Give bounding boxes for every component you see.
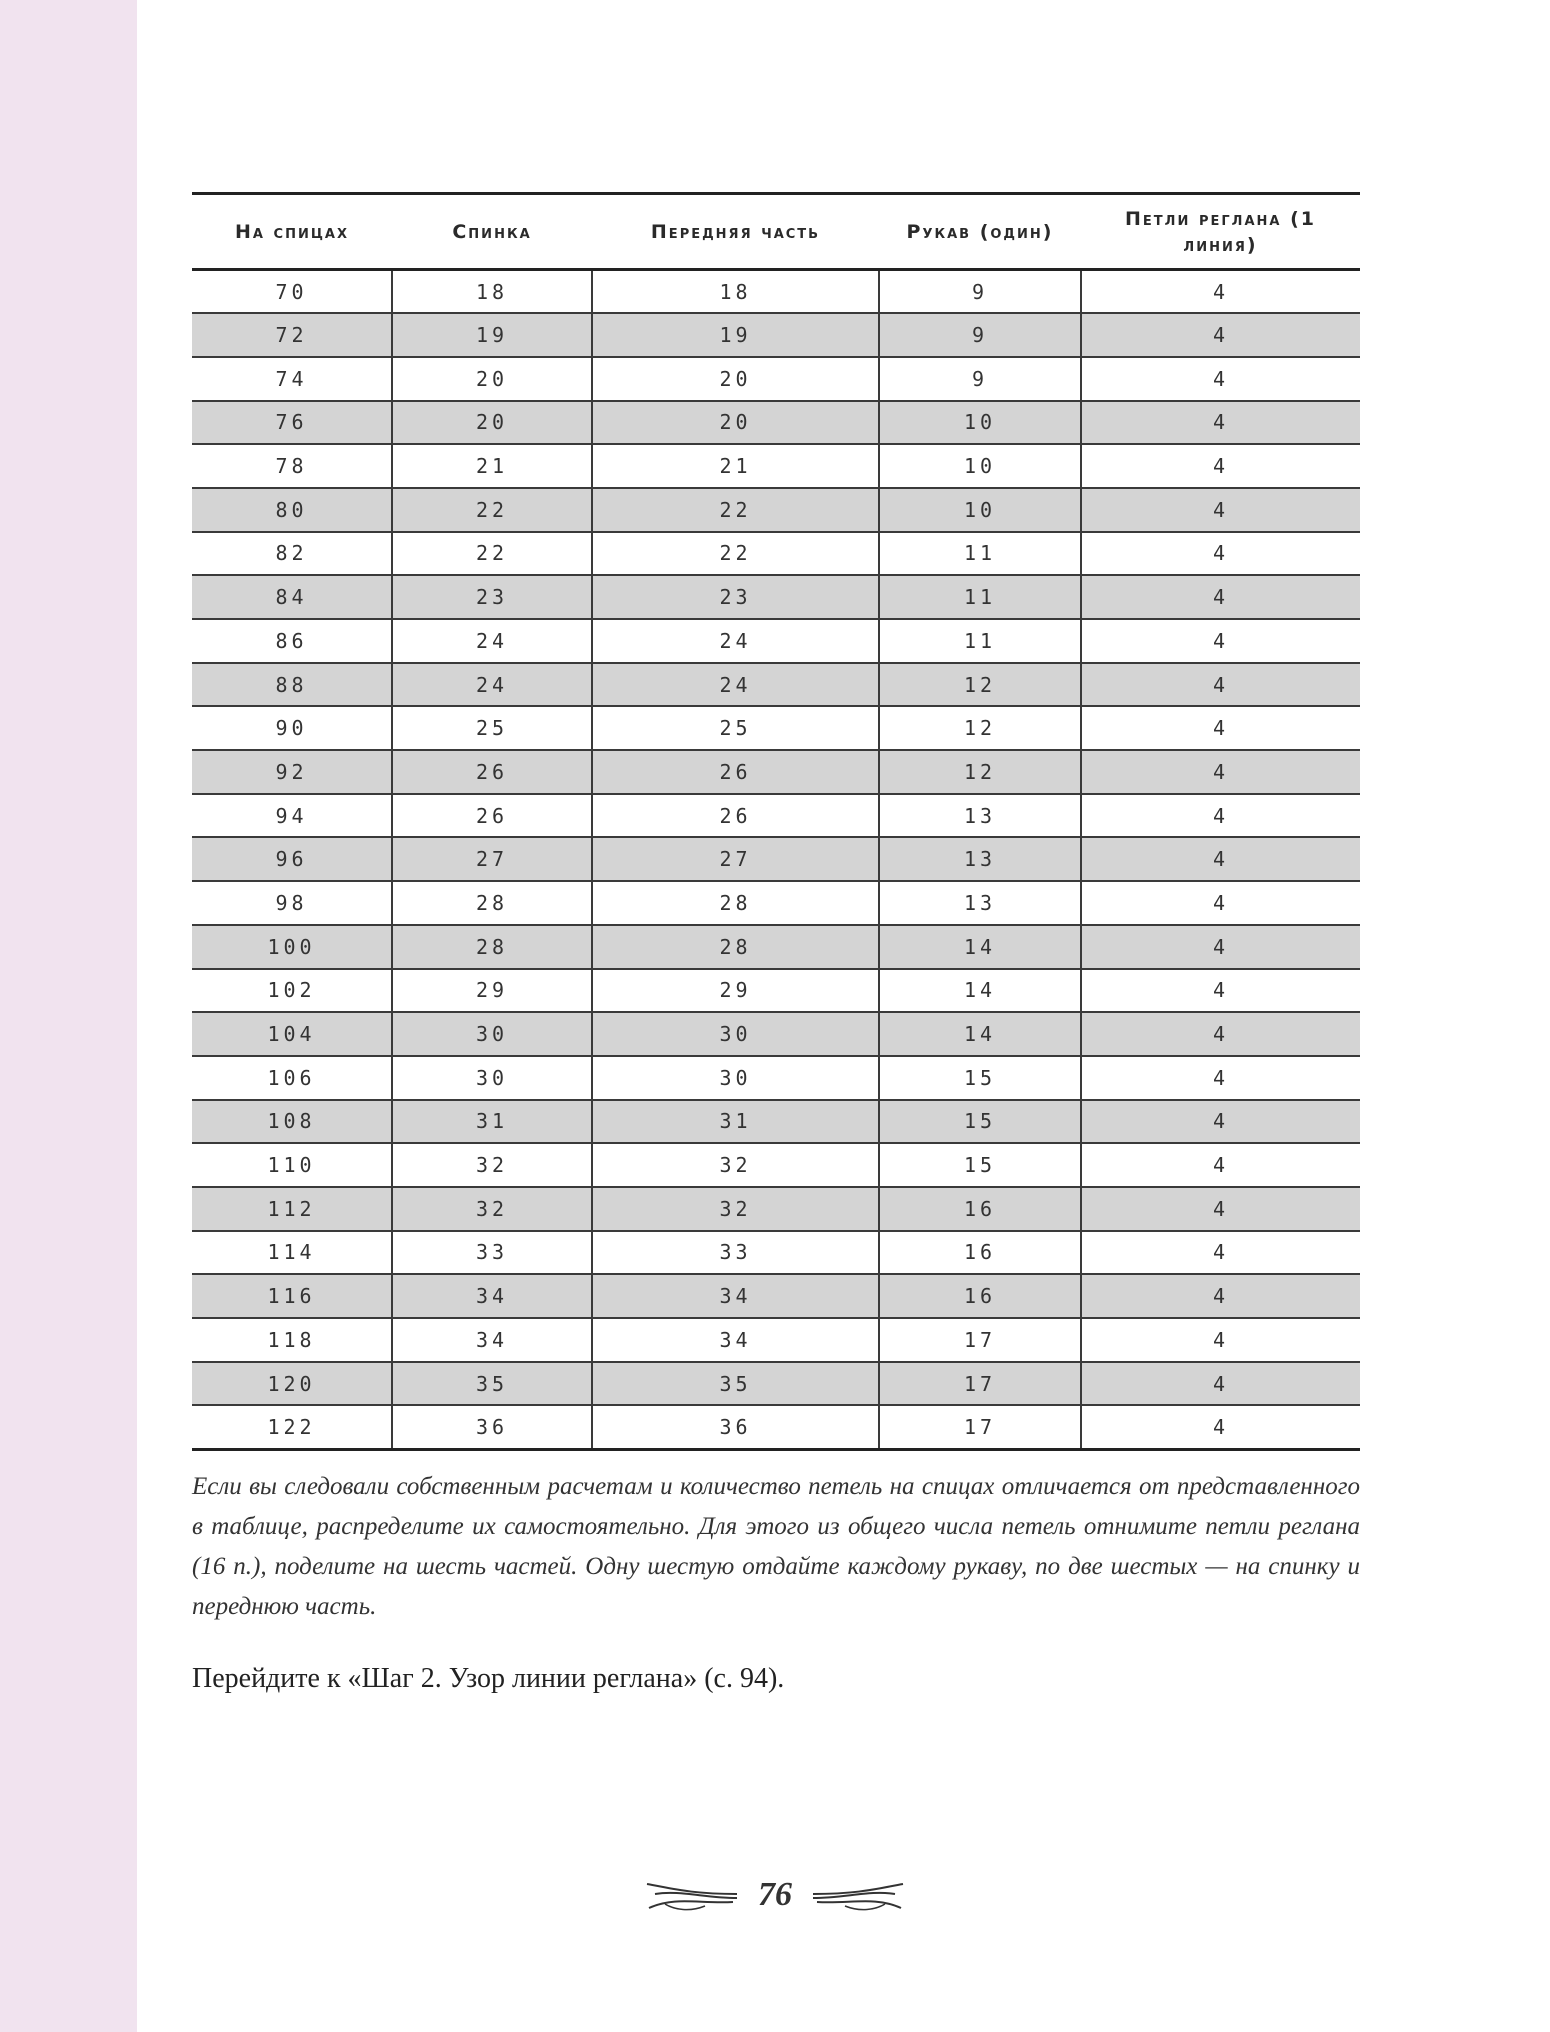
cell-needles: 82 bbox=[192, 532, 392, 576]
table-row bbox=[192, 444, 1360, 488]
cell-front: 36 bbox=[592, 1405, 879, 1449]
header-sleeve: Рукав (один) bbox=[879, 194, 1081, 270]
cell-sleeve: 9 bbox=[879, 357, 1081, 401]
cell-needles: 116 bbox=[192, 1274, 392, 1318]
cell-sleeve: 12 bbox=[879, 663, 1081, 707]
cell-front: 24 bbox=[592, 619, 879, 663]
cell-raglan: 4 bbox=[1081, 1143, 1360, 1187]
table-header-row bbox=[192, 194, 1360, 270]
cell-back: 24 bbox=[392, 663, 592, 707]
cell-raglan: 4 bbox=[1081, 401, 1360, 445]
cell-raglan: 4 bbox=[1081, 750, 1360, 794]
stitch-table-container bbox=[192, 192, 1360, 1451]
cell-needles: 86 bbox=[192, 619, 392, 663]
cell-sleeve: 9 bbox=[879, 313, 1081, 357]
cell-raglan: 4 bbox=[1081, 575, 1360, 619]
table-row bbox=[192, 881, 1360, 925]
cell-sleeve: 13 bbox=[879, 881, 1081, 925]
table-row bbox=[192, 1274, 1360, 1318]
cell-raglan: 4 bbox=[1081, 1318, 1360, 1362]
cell-back: 36 bbox=[392, 1405, 592, 1449]
table-row bbox=[192, 532, 1360, 576]
cell-raglan: 4 bbox=[1081, 444, 1360, 488]
cell-sleeve: 14 bbox=[879, 969, 1081, 1013]
table-row bbox=[192, 1143, 1360, 1187]
cell-front: 32 bbox=[592, 1187, 879, 1231]
cell-needles: 110 bbox=[192, 1143, 392, 1187]
cell-raglan: 4 bbox=[1081, 969, 1360, 1013]
page-number: 76 bbox=[758, 1876, 792, 1913]
cell-back: 32 bbox=[392, 1187, 592, 1231]
table-row bbox=[192, 1100, 1360, 1144]
cell-needles: 70 bbox=[192, 270, 392, 314]
cell-raglan: 4 bbox=[1081, 663, 1360, 707]
cell-raglan: 4 bbox=[1081, 1187, 1360, 1231]
cell-needles: 118 bbox=[192, 1318, 392, 1362]
cell-needles: 108 bbox=[192, 1100, 392, 1144]
cell-needles: 92 bbox=[192, 750, 392, 794]
cell-back: 28 bbox=[392, 881, 592, 925]
cell-needles: 114 bbox=[192, 1231, 392, 1275]
cell-needles: 98 bbox=[192, 881, 392, 925]
cell-sleeve: 12 bbox=[879, 750, 1081, 794]
cell-raglan: 4 bbox=[1081, 357, 1360, 401]
cell-front: 19 bbox=[592, 313, 879, 357]
header-front: Передняя часть bbox=[592, 194, 879, 270]
cell-needles: 96 bbox=[192, 837, 392, 881]
cell-back: 30 bbox=[392, 1056, 592, 1100]
cell-sleeve: 10 bbox=[879, 488, 1081, 532]
cell-sleeve: 10 bbox=[879, 444, 1081, 488]
cell-raglan: 4 bbox=[1081, 794, 1360, 838]
cell-back: 35 bbox=[392, 1362, 592, 1406]
cell-sleeve: 9 bbox=[879, 270, 1081, 314]
cell-sleeve: 17 bbox=[879, 1405, 1081, 1449]
cell-front: 27 bbox=[592, 837, 879, 881]
cell-back: 33 bbox=[392, 1231, 592, 1275]
cell-front: 20 bbox=[592, 401, 879, 445]
cell-raglan: 4 bbox=[1081, 1231, 1360, 1275]
cell-sleeve: 11 bbox=[879, 619, 1081, 663]
right-flourish-icon bbox=[805, 1870, 905, 1920]
cell-front: 23 bbox=[592, 575, 879, 619]
cell-front: 33 bbox=[592, 1231, 879, 1275]
stitch-distribution-table bbox=[192, 192, 1360, 1451]
cell-back: 30 bbox=[392, 1012, 592, 1056]
table-row bbox=[192, 1362, 1360, 1406]
cell-front: 31 bbox=[592, 1100, 879, 1144]
cell-back: 27 bbox=[392, 837, 592, 881]
table-body bbox=[192, 270, 1360, 1450]
page-edge-strip bbox=[0, 0, 137, 2032]
cell-front: 25 bbox=[592, 706, 879, 750]
cell-sleeve: 11 bbox=[879, 575, 1081, 619]
cell-needles: 76 bbox=[192, 401, 392, 445]
cell-front: 18 bbox=[592, 270, 879, 314]
distribution-note: Если вы следовали собственным расчетам и количество петель на спицах отличается от представленного в таблице, распределите их самостоятельно. Для этого из общего числа петель отнимите петли реглана (16 п.), поделите на шесть частей. Одну шестую отдайте каждому рукаву, по две шестых — на спинку и переднюю часть. bbox=[192, 1473, 1360, 1620]
cell-sleeve: 16 bbox=[879, 1274, 1081, 1318]
cell-raglan: 4 bbox=[1081, 706, 1360, 750]
cell-sleeve: 10 bbox=[879, 401, 1081, 445]
table-row bbox=[192, 1056, 1360, 1100]
header-needles: На спицах bbox=[192, 194, 392, 270]
cell-sleeve: 13 bbox=[879, 837, 1081, 881]
cell-raglan: 4 bbox=[1081, 1056, 1360, 1100]
cell-sleeve: 16 bbox=[879, 1187, 1081, 1231]
table-row bbox=[192, 1405, 1360, 1449]
cell-back: 28 bbox=[392, 925, 592, 969]
cell-raglan: 4 bbox=[1081, 881, 1360, 925]
cell-front: 28 bbox=[592, 925, 879, 969]
cell-raglan: 4 bbox=[1081, 532, 1360, 576]
cell-raglan: 4 bbox=[1081, 1012, 1360, 1056]
cell-needles: 122 bbox=[192, 1405, 392, 1449]
cell-front: 22 bbox=[592, 488, 879, 532]
cell-raglan: 4 bbox=[1081, 619, 1360, 663]
page-footer bbox=[645, 1862, 905, 1932]
cell-back: 26 bbox=[392, 794, 592, 838]
header-raglan: Петли реглана (1 линия) bbox=[1081, 194, 1360, 270]
cell-back: 34 bbox=[392, 1318, 592, 1362]
cell-back: 21 bbox=[392, 444, 592, 488]
cell-front: 21 bbox=[592, 444, 879, 488]
cell-raglan: 4 bbox=[1081, 488, 1360, 532]
cell-front: 30 bbox=[592, 1056, 879, 1100]
cell-back: 32 bbox=[392, 1143, 592, 1187]
cell-sleeve: 12 bbox=[879, 706, 1081, 750]
cell-sleeve: 15 bbox=[879, 1100, 1081, 1144]
cell-front: 26 bbox=[592, 794, 879, 838]
cell-needles: 112 bbox=[192, 1187, 392, 1231]
table-row bbox=[192, 313, 1360, 357]
table-row bbox=[192, 706, 1360, 750]
cell-needles: 84 bbox=[192, 575, 392, 619]
cell-sleeve: 15 bbox=[879, 1056, 1081, 1100]
cell-back: 29 bbox=[392, 969, 592, 1013]
cell-needles: 104 bbox=[192, 1012, 392, 1056]
cell-sleeve: 17 bbox=[879, 1362, 1081, 1406]
cell-sleeve: 15 bbox=[879, 1143, 1081, 1187]
cell-front: 20 bbox=[592, 357, 879, 401]
table-header bbox=[192, 194, 1360, 270]
cell-back: 31 bbox=[392, 1100, 592, 1144]
cell-back: 34 bbox=[392, 1274, 592, 1318]
table-row bbox=[192, 1012, 1360, 1056]
cell-needles: 74 bbox=[192, 357, 392, 401]
table-row bbox=[192, 575, 1360, 619]
cell-front: 22 bbox=[592, 532, 879, 576]
table-row bbox=[192, 969, 1360, 1013]
cell-sleeve: 11 bbox=[879, 532, 1081, 576]
cell-needles: 102 bbox=[192, 969, 392, 1013]
cell-needles: 88 bbox=[192, 663, 392, 707]
cell-raglan: 4 bbox=[1081, 313, 1360, 357]
cell-front: 30 bbox=[592, 1012, 879, 1056]
cell-back: 19 bbox=[392, 313, 592, 357]
cell-front: 34 bbox=[592, 1318, 879, 1362]
cell-sleeve: 13 bbox=[879, 794, 1081, 838]
cell-needles: 90 bbox=[192, 706, 392, 750]
cell-sleeve: 14 bbox=[879, 1012, 1081, 1056]
cell-raglan: 4 bbox=[1081, 1362, 1360, 1406]
cell-back: 26 bbox=[392, 750, 592, 794]
cell-back: 22 bbox=[392, 532, 592, 576]
cell-front: 32 bbox=[592, 1143, 879, 1187]
header-back: Спинка bbox=[392, 194, 592, 270]
table-row bbox=[192, 794, 1360, 838]
table-row bbox=[192, 663, 1360, 707]
next-step-link: Перейдите к «Шаг 2. Узор линии реглана» (с. 94). bbox=[192, 1663, 785, 1694]
cell-front: 24 bbox=[592, 663, 879, 707]
cell-sleeve: 17 bbox=[879, 1318, 1081, 1362]
cell-back: 23 bbox=[392, 575, 592, 619]
table-row bbox=[192, 750, 1360, 794]
cell-needles: 80 bbox=[192, 488, 392, 532]
cell-raglan: 4 bbox=[1081, 1100, 1360, 1144]
cell-sleeve: 14 bbox=[879, 925, 1081, 969]
cell-back: 24 bbox=[392, 619, 592, 663]
table-row bbox=[192, 401, 1360, 445]
cell-raglan: 4 bbox=[1081, 925, 1360, 969]
cell-raglan: 4 bbox=[1081, 270, 1360, 314]
table-row bbox=[192, 619, 1360, 663]
cell-front: 28 bbox=[592, 881, 879, 925]
cell-front: 34 bbox=[592, 1274, 879, 1318]
cell-back: 22 bbox=[392, 488, 592, 532]
cell-needles: 120 bbox=[192, 1362, 392, 1406]
cell-raglan: 4 bbox=[1081, 1405, 1360, 1449]
cell-needles: 106 bbox=[192, 1056, 392, 1100]
table-row bbox=[192, 1187, 1360, 1231]
cell-raglan: 4 bbox=[1081, 837, 1360, 881]
cell-back: 20 bbox=[392, 401, 592, 445]
cell-needles: 72 bbox=[192, 313, 392, 357]
cell-needles: 78 bbox=[192, 444, 392, 488]
cell-needles: 94 bbox=[192, 794, 392, 838]
table-row bbox=[192, 837, 1360, 881]
table-row bbox=[192, 488, 1360, 532]
table-row bbox=[192, 357, 1360, 401]
table-row bbox=[192, 1231, 1360, 1275]
cell-back: 25 bbox=[392, 706, 592, 750]
cell-front: 35 bbox=[592, 1362, 879, 1406]
cell-back: 18 bbox=[392, 270, 592, 314]
cell-sleeve: 16 bbox=[879, 1231, 1081, 1275]
table-row bbox=[192, 270, 1360, 314]
cell-back: 20 bbox=[392, 357, 592, 401]
cell-front: 29 bbox=[592, 969, 879, 1013]
table-row bbox=[192, 1318, 1360, 1362]
cell-raglan: 4 bbox=[1081, 1274, 1360, 1318]
cell-needles: 100 bbox=[192, 925, 392, 969]
cell-front: 26 bbox=[592, 750, 879, 794]
table-row bbox=[192, 925, 1360, 969]
